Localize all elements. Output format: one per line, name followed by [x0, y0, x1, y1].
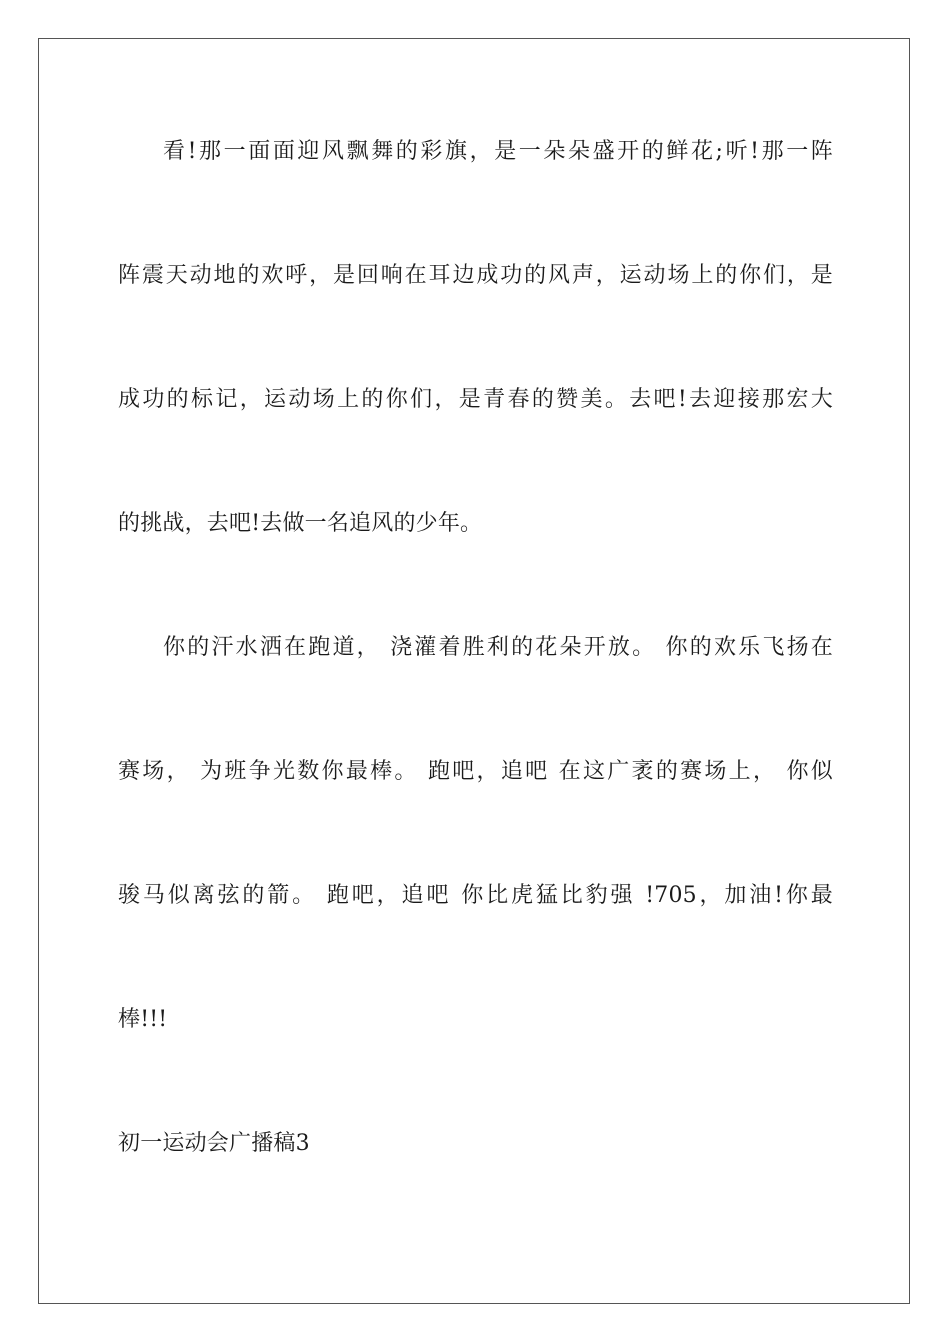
paragraph-1-line-3: 成功的标记，运动场上的你们，是青春的赞美。去吧!去迎接那宏大: [118, 387, 833, 412]
paragraph-1-line-4: 的挑战，去吧!去做一名追风的少年。: [118, 511, 483, 536]
paragraph-2-line-3: 骏马似离弦的箭。 跑吧，追吧 你比虎猛比豹强 !705，加油!你最: [118, 883, 833, 908]
paragraph-1-line-1: 看!那一面面迎风飘舞的彩旗，是一朵朵盛开的鲜花;听!那一阵: [163, 139, 833, 164]
paragraph-2-line-1: 你的汗水洒在跑道， 浇灌着胜利的花朵开放。 你的欢乐飞扬在: [163, 635, 833, 660]
paragraph-2-line-4: 棒!!!: [118, 1007, 168, 1032]
page-frame: [38, 38, 910, 1304]
section-heading: 初一运动会广播稿3: [118, 1131, 310, 1156]
paragraph-2-line-2: 赛场， 为班争光数你最棒。 跑吧，追吧 在这广袤的赛场上， 你似: [118, 759, 833, 784]
paragraph-1-line-2: 阵震天动地的欢呼，是回响在耳边成功的风声，运动场上的你们，是: [118, 263, 833, 288]
